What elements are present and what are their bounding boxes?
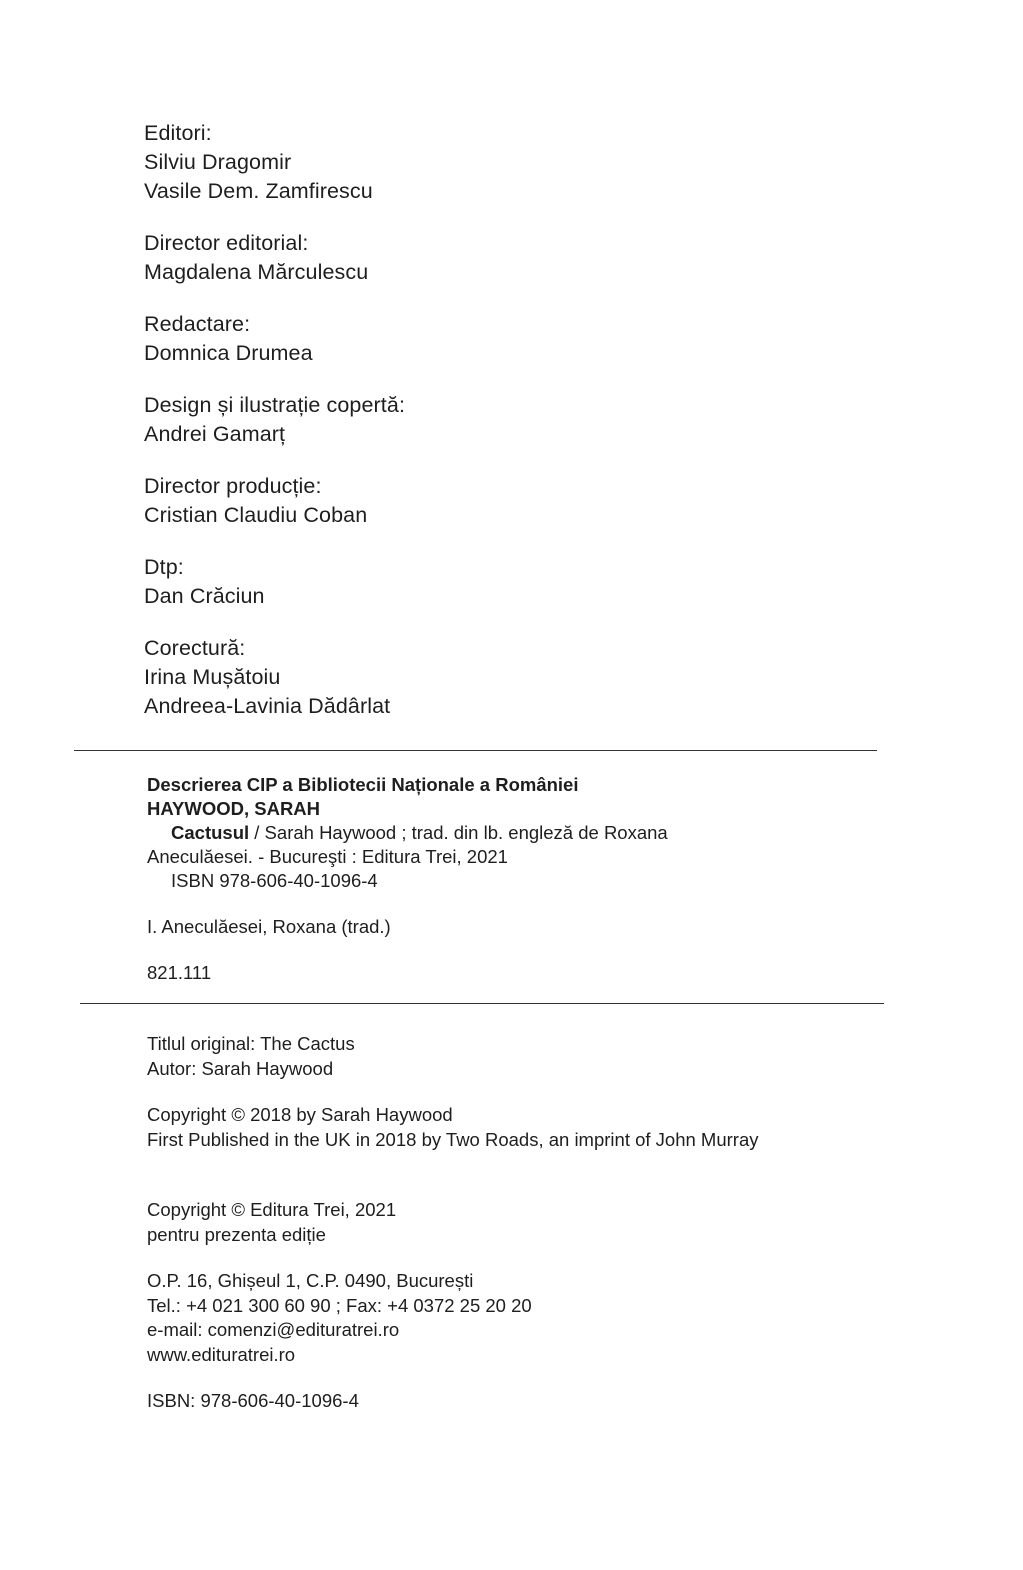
credit-group-editorial-director	[144, 229, 844, 287]
cip-heading: Descrierea CIP a Bibliotecii Naționale a României	[147, 774, 579, 795]
cip-title-rest: / Sarah Haywood ; trad. din lb. engleză de Roxana	[249, 822, 668, 843]
original-title: Titlul original: The Cactus	[147, 1033, 355, 1054]
cip-translator: I. Aneculăesei, Roxana (trad.)	[147, 916, 391, 937]
divider-top	[74, 750, 877, 751]
credits-section	[144, 119, 844, 744]
credit-name: Domnica Drumea	[144, 341, 313, 365]
credit-group-editing	[144, 310, 844, 368]
cip-description	[147, 773, 907, 985]
credit-name: Silviu Dragomir	[144, 150, 292, 174]
copyright-original: Copyright © 2018 by Sarah Haywood	[147, 1104, 453, 1125]
credit-label: Redactare:	[144, 312, 251, 336]
credit-label: Director producție:	[144, 474, 322, 498]
credit-group-cover-design	[144, 391, 844, 449]
cip-title-line	[147, 821, 907, 845]
credit-group-production-director	[144, 472, 844, 530]
divider-bottom	[80, 1003, 884, 1004]
cip-title-bold: Cactusul	[171, 822, 250, 843]
credit-label: Editori:	[144, 121, 212, 145]
first-published: First Published in the UK in 2018 by Two Roads, an imprint of John Murray	[147, 1128, 759, 1150]
credit-label: Corectură:	[144, 636, 246, 660]
credit-group-dtp	[144, 553, 844, 611]
publisher-email: e-mail: comenzi@edituratrei.ro	[147, 1319, 400, 1340]
publisher-website: www.edituratrei.ro	[147, 1343, 296, 1365]
credit-group-proofreading	[144, 634, 844, 721]
cip-title-continued: Aneculăesei. - Bucureşti : Editura Trei, 2021	[147, 846, 508, 867]
credit-label: Director editorial:	[144, 231, 309, 255]
cip-isbn: ISBN 978-606-40-1096-4	[171, 870, 378, 891]
publisher-address: O.P. 16, Ghișeul 1, C.P. 0490, București	[147, 1270, 474, 1291]
credit-label: Dtp:	[144, 555, 184, 579]
credit-name: Irina Mușătoiu	[144, 665, 281, 689]
publishing-info	[147, 1032, 927, 1414]
credit-group-editors	[144, 119, 844, 206]
original-author: Autor: Sarah Haywood	[147, 1057, 334, 1079]
edition-note: pentru prezenta ediție	[147, 1223, 326, 1245]
credit-label: Design și ilustrație copertă:	[144, 393, 406, 417]
credit-name: Andrei Gamarț	[144, 422, 286, 446]
credit-name: Cristian Claudiu Coban	[144, 503, 368, 527]
copyright-edition: Copyright © Editura Trei, 2021	[147, 1199, 397, 1220]
book-isbn: ISBN: 978-606-40-1096-4	[147, 1390, 359, 1411]
credit-name: Vasile Dem. Zamfirescu	[144, 179, 373, 203]
credit-name: Dan Crăciun	[144, 584, 265, 608]
cip-classification: 821.111	[147, 962, 212, 983]
credit-name: Magdalena Mărculescu	[144, 260, 369, 284]
publisher-phone: Tel.: +4 021 300 60 90 ; Fax: +4 0372 25 20 20	[147, 1294, 532, 1316]
credit-name: Andreea-Lavinia Dădârlat	[144, 694, 391, 718]
cip-author: HAYWOOD, SARAH	[147, 798, 321, 819]
